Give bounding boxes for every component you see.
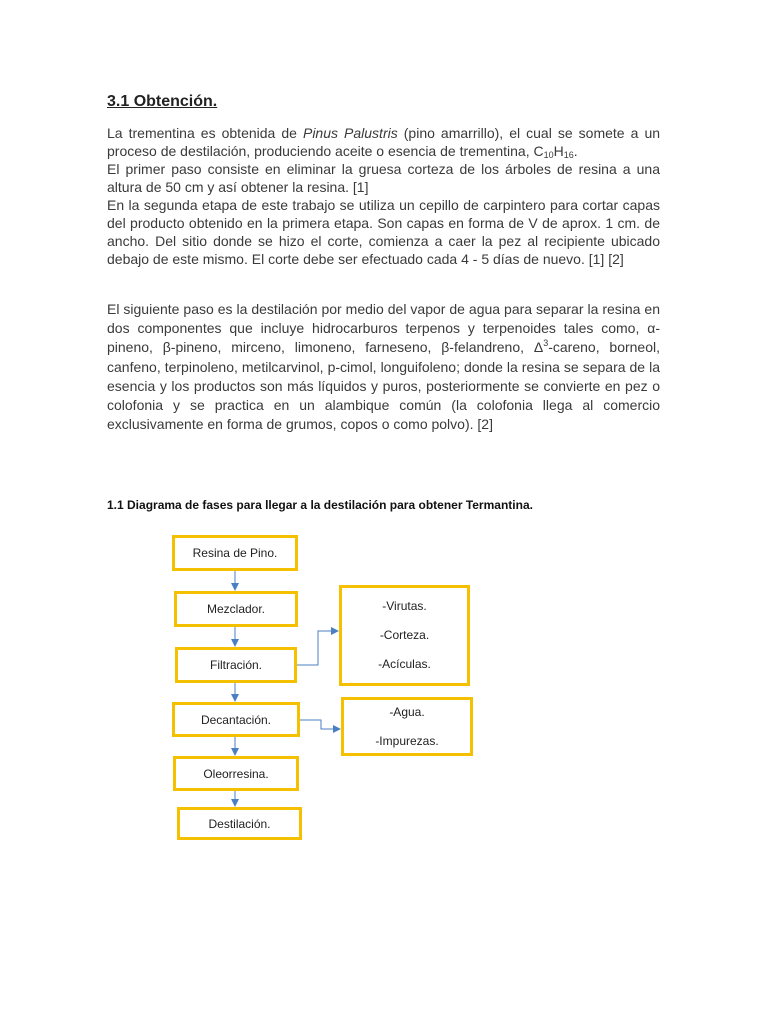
filtration-outputs-box — [339, 585, 470, 686]
formula-subscript-h: 16 — [563, 150, 574, 160]
decantation-outputs-box — [341, 697, 473, 756]
intro-text-cont: (pino amarrillo), el cual se somete a un proceso de destilación, produciendo aceite o esencia de trementina, C — [107, 125, 661, 159]
step-label: Destilación. — [208, 816, 271, 831]
step-oleorresina — [173, 756, 299, 791]
step-decantacion — [172, 702, 300, 737]
species-name: Pinus Palustris — [302, 125, 398, 141]
step-resina-de-pino — [172, 535, 298, 571]
output-agua: -Agua. — [389, 704, 425, 719]
diagram-title: 1.1 Diagrama de fases para llegar a la destilación para obtener Termantina. — [107, 498, 533, 512]
step-label: Oleorresina. — [203, 766, 269, 781]
arrow-decantacion-residuos — [300, 720, 340, 729]
intro-text: La trementina es obtenida de — [107, 125, 303, 141]
formula-end: . — [573, 143, 578, 159]
step-destilacion — [177, 807, 302, 840]
step-filtracion — [175, 647, 297, 683]
delta-superscript: 3 — [543, 338, 549, 349]
arrow-filtracion-residuos — [297, 631, 338, 665]
step-label: Decantación. — [200, 712, 272, 727]
formula-h: H — [553, 143, 564, 159]
distillation-text: El siguiente paso es la destilación por medio del vapor de agua para separar la resina en dos componentes que incluye hidrocarburos terpenos y terpenoides tales como, α-pineno, β-pineno, mirceno, limoneno, farneseno, β-felandreno, Δ — [107, 301, 660, 356]
step-label: Mezclador. — [206, 602, 266, 616]
output-corteza: -Corteza. — [379, 628, 430, 642]
section-title: 3.1 Obtención. — [107, 93, 218, 110]
output-impurezas: -Impurezas. — [375, 733, 439, 748]
step-label: Filtración. — [209, 658, 262, 672]
paragraph-step2: En la segunda etapa de este trabajo se utiliza un cepillo de carpintero para cortar capas del producto obtenido en la primera etapa. Son capas en forma de V de aprox. 1 cm. de ancho. Del sitio donde se hizo el corte, comienza a caer la pez al recipiente ubicado debajo de este mismo. El corte debe ser efectuado cada 4 - 5 días de nuevo. [1] [2] — [107, 197, 660, 267]
step-mezclador — [174, 591, 298, 627]
output-aciculas: -Acículas. — [378, 657, 431, 671]
step-label: Resina de Pino. — [192, 546, 278, 560]
paragraph-step1: El primer paso consiste en eliminar la gruesa corteza de los árboles de resina a una altura de 50 cm y así obtener la resina. [1] — [107, 161, 660, 195]
distillation-text-cont: -careno, borneol, canfeno, terpinoleno, metilcarvinol, p-cimol, longuifoleno; donde la resina se separa de la esencia y los productos son más líquidos y puros, posteriormente se convierte en pez o colofonia y se practica en un alambique común (la colofonia llega al comercio exclusivamente en forma de grumos, copos o como polvo). [2] — [107, 339, 660, 433]
output-virutas: -Virutas. — [382, 599, 427, 613]
formula-subscript-c: 10 — [543, 150, 554, 160]
